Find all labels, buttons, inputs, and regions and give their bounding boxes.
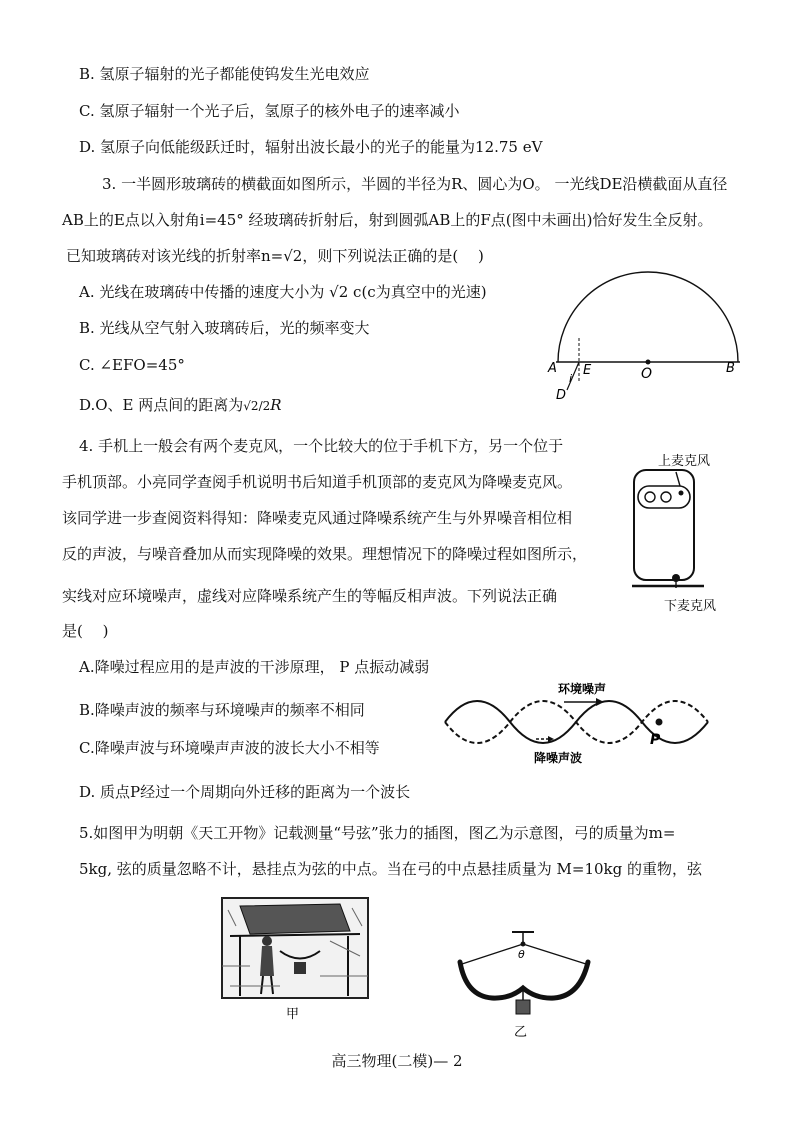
label-b: B [726, 361, 735, 376]
env-noise-label: 环境噪声 [558, 682, 607, 696]
q5-stem-line1: 5.如图甲为明朝《天工开物》记载测量“号弦”张力的插图，图乙为示意图，弓的质量为m= [79, 824, 676, 842]
figure-yi-caption: 乙 [514, 1025, 528, 1040]
semicircle-glass-figure [540, 268, 745, 403]
q4-stem-line3: 该同学进一步查阅资料得知：降噪麦克风通过降噪系统产生与外界噪音相位相 [62, 509, 573, 527]
q3-stem-line2: AB上的E点以入射角i=45° 经玻璃砖折射后，射到圆弧AB上的F点(图中未画出)恰好发生全反射。 [62, 211, 713, 229]
label-o: O [641, 366, 653, 382]
q4-stem-line2: 手机顶部。小亮同学查阅手机说明书后知道手机顶部的麦克风为降噪麦克风。 [62, 473, 573, 491]
label-i: i [569, 372, 573, 385]
q5-stem-line2: 5kg, 弦的质量忽略不计，悬挂点为弦的中点。当在弓的中点悬挂质量为 M=10kg 的重物，弦 [79, 860, 703, 878]
q3-stem-line1: 3. 一半圆形玻璃砖的横截面如图所示，半圆的半径为R、圆心为O。 一光线DE沿横截面从直径 [102, 175, 728, 193]
q2-option-b: B. 氢原子辐射的光子都能使钨发生光电效应 [79, 65, 370, 83]
label-e: E [583, 363, 592, 378]
theta-label: θ [518, 948, 525, 961]
fraction: √2/2 [243, 399, 271, 413]
q3-option-a: A. 光线在玻璃砖中传播的速度大小为 √2 c(c为真空中的光速) [79, 283, 487, 301]
q3-option-b: B. 光线从空气射入玻璃砖后，光的频率变大 [79, 319, 370, 337]
phone-microphone-figure [624, 446, 736, 614]
q4-stem-line6: 是( ) [62, 622, 109, 640]
q3-option-c: C. ∠EFO=45° [79, 356, 185, 374]
anti-noise-label: 降噪声波 [534, 751, 583, 765]
bow-schematic [452, 926, 602, 1041]
page-footer: 高三物理(二模)— 2 [331, 1052, 463, 1070]
label-a: A [548, 361, 557, 376]
q2-option-c: C. 氢原子辐射一个光子后，氢原子的核外电子的速率减小 [79, 102, 460, 120]
q4-option-a: A.降噪过程应用的是声波的干涉原理， P 点振动减弱 [79, 658, 430, 676]
label-d: D [556, 388, 567, 403]
q4-option-c: C.降噪声波与环境噪声声波的波长大小不相等 [79, 739, 380, 757]
q4-stem-line4: 反的声波，与噪音叠加从而实现降噪的效果。理想情况下的降噪过程如图所示， [62, 545, 588, 563]
bottom-mic-label: 下麦克风 [664, 599, 717, 614]
q3-option-d: D.O、E 两点间的距离为√2/2R [79, 396, 282, 414]
q2-option-d: D. 氢原子向低能级跃迁时，辐射出波长最小的光子的能量为12.75 eV [79, 138, 543, 156]
q3-stem-line3: 已知玻璃砖对该光线的折射率n=√2，则下列说法正确的是( ) [66, 247, 484, 265]
point-p-label: P [650, 732, 661, 748]
woodcut-illustration [220, 896, 370, 1021]
q4-option-b: B.降噪声波的频率与环境噪声的频率不相同 [79, 701, 365, 719]
top-mic-label: 上麦克风 [658, 454, 711, 469]
q4-stem-line1: 4. 手机上一般会有两个麦克风，一个比较大的位于手机下方，另一个位于 [79, 437, 564, 455]
sqrt2-symbol: √2 [283, 247, 303, 265]
q4-stem-line5: 实线对应环境噪声，虚线对应降噪系统产生的等幅反相声波。下列说法正确 [62, 587, 558, 605]
figure-jia-caption: 甲 [286, 1007, 300, 1021]
q4-option-d: D. 质点P经过一个周期向外迁移的距离为一个波长 [79, 783, 411, 801]
noise-cancel-wave-figure [440, 680, 720, 770]
